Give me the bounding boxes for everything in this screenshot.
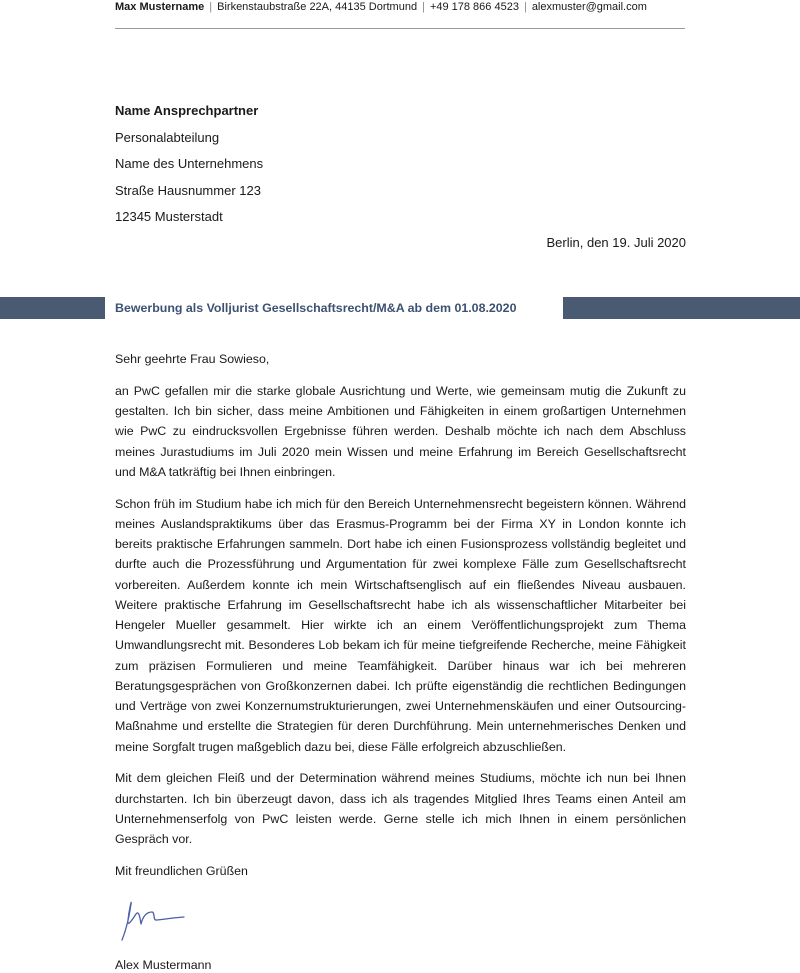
divider: |	[209, 1, 213, 13]
body-paragraph: an PwC gefallen mir die starke globale Ausrichtung und Werte, wie gemeinsam mutig die Zukunft zu gestalten. Ich bin sicher, dass meine Ambitionen und Fähigkeiten in einem großartigen Unternehmen wie PwC zu eindrucksvollen Ergebnisse führen werden. Deshalb möchte ich nach dem Abschluss meines Jurastudiums im Juli 2020 mein Wissen und meine Erfahrung im Bereich Gesellschaftsrecht und M&A tatkräftig bei Ihnen einbringen.	[115, 383, 686, 479]
sender-phone: +49 178 866 4523	[429, 1, 519, 13]
handwritten-signature	[114, 890, 188, 942]
sender-name: Max Mustername	[115, 1, 205, 13]
subject-accent-bar-left	[0, 297, 105, 319]
recipient-contact: Name Ansprechpartner	[115, 103, 259, 118]
letter-body	[115, 349, 686, 893]
sender-address: Birkenstaubstraße 22A, 44135 Dortmund	[217, 1, 418, 13]
letter-date: Berlin, den 19. Juli 2020	[546, 235, 686, 250]
recipient-department: Personalabteilung	[115, 129, 220, 145]
body-paragraph: Mit dem gleichen Fleiß und der Determination während meines Studiums, möchte ich nun bei Ihnen durchstarten. Ich bin überzeugt davon, dass ich als tragendes Mitglied Ihres Teams einen Anteil am Unternehmenserfolg von PwC leisten werde. Gerne stelle ich mich Ihnen in einem persönlichen Gespräch vor.	[115, 771, 686, 846]
recipient-address-block	[115, 101, 263, 234]
salutation: Sehr geehrte Frau Sowieso,	[115, 352, 270, 366]
closing: Mit freundlichen Grüßen	[115, 863, 248, 878]
letter-subject: Bewerbung als Volljurist Gesellschaftsrecht/M&A ab dem 01.08.2020	[115, 301, 517, 315]
recipient-street: Straße Hausnummer 123	[115, 182, 261, 198]
subject-accent-bar-right	[563, 297, 800, 319]
sender-email: alexmuster@gmail.com	[531, 1, 647, 13]
recipient-city: 12345 Musterstadt	[115, 209, 223, 224]
divider: |	[523, 1, 527, 13]
signer-name: Alex Mustermann	[115, 958, 212, 972]
recipient-company: Name des Unternehmens	[115, 156, 264, 171]
letterhead	[115, 0, 685, 29]
divider: |	[422, 1, 425, 13]
body-paragraph: Schon früh im Studium habe ich mich für den Bereich Unternehmensrecht begeistern können. Während meines Auslandspraktikums über das Erasmus-Programm bei der Firma XY in London konnte ich bereits praktische Erfahrungen sammeln. Dort habe ich einen Fusionsprozess vollständig begleitet und durfte auch die Prozessführung und Argumentation für zwei komplexe Fälle zum Gesellschaftsrecht vorbereiten. Außerdem konnte ich mein Wirtschaftsenglisch auf ein fließendes Niveau ausbauen. Weitere praktische Erfahrung im Gesellschaftsrecht habe ich als wissenschaftlicher Mitarbeiter bei Hengeler Mueller gesammelt. Hier wirkte ich an einem Veröffentlichungsprojekt zum Thema Umwandlungsrecht mit. Besonderes Lob bekam ich für meine tiefgreifende Recherche, meine Fähigkeit zum präzisen Formulieren und meine Teamfähigkeit. Darüber hinaus war ich bei mehreren Beratungsgesprächen von Großkonzernen dabei. Ich prüfte eigenständig die rechtlichen Bedingungen und Verträge von zwei Konzernumstrukturierungen, zwei Unternehmenskäufen und einer Outsourcing-Maßnahme und erstellte die Strategien für deren Durchführung. Mein unternehmerisches Denken und meine Sorgfalt trugen maßgeblich dazu bei, diese Fälle erfolgreich abzuschließen.	[115, 496, 686, 754]
